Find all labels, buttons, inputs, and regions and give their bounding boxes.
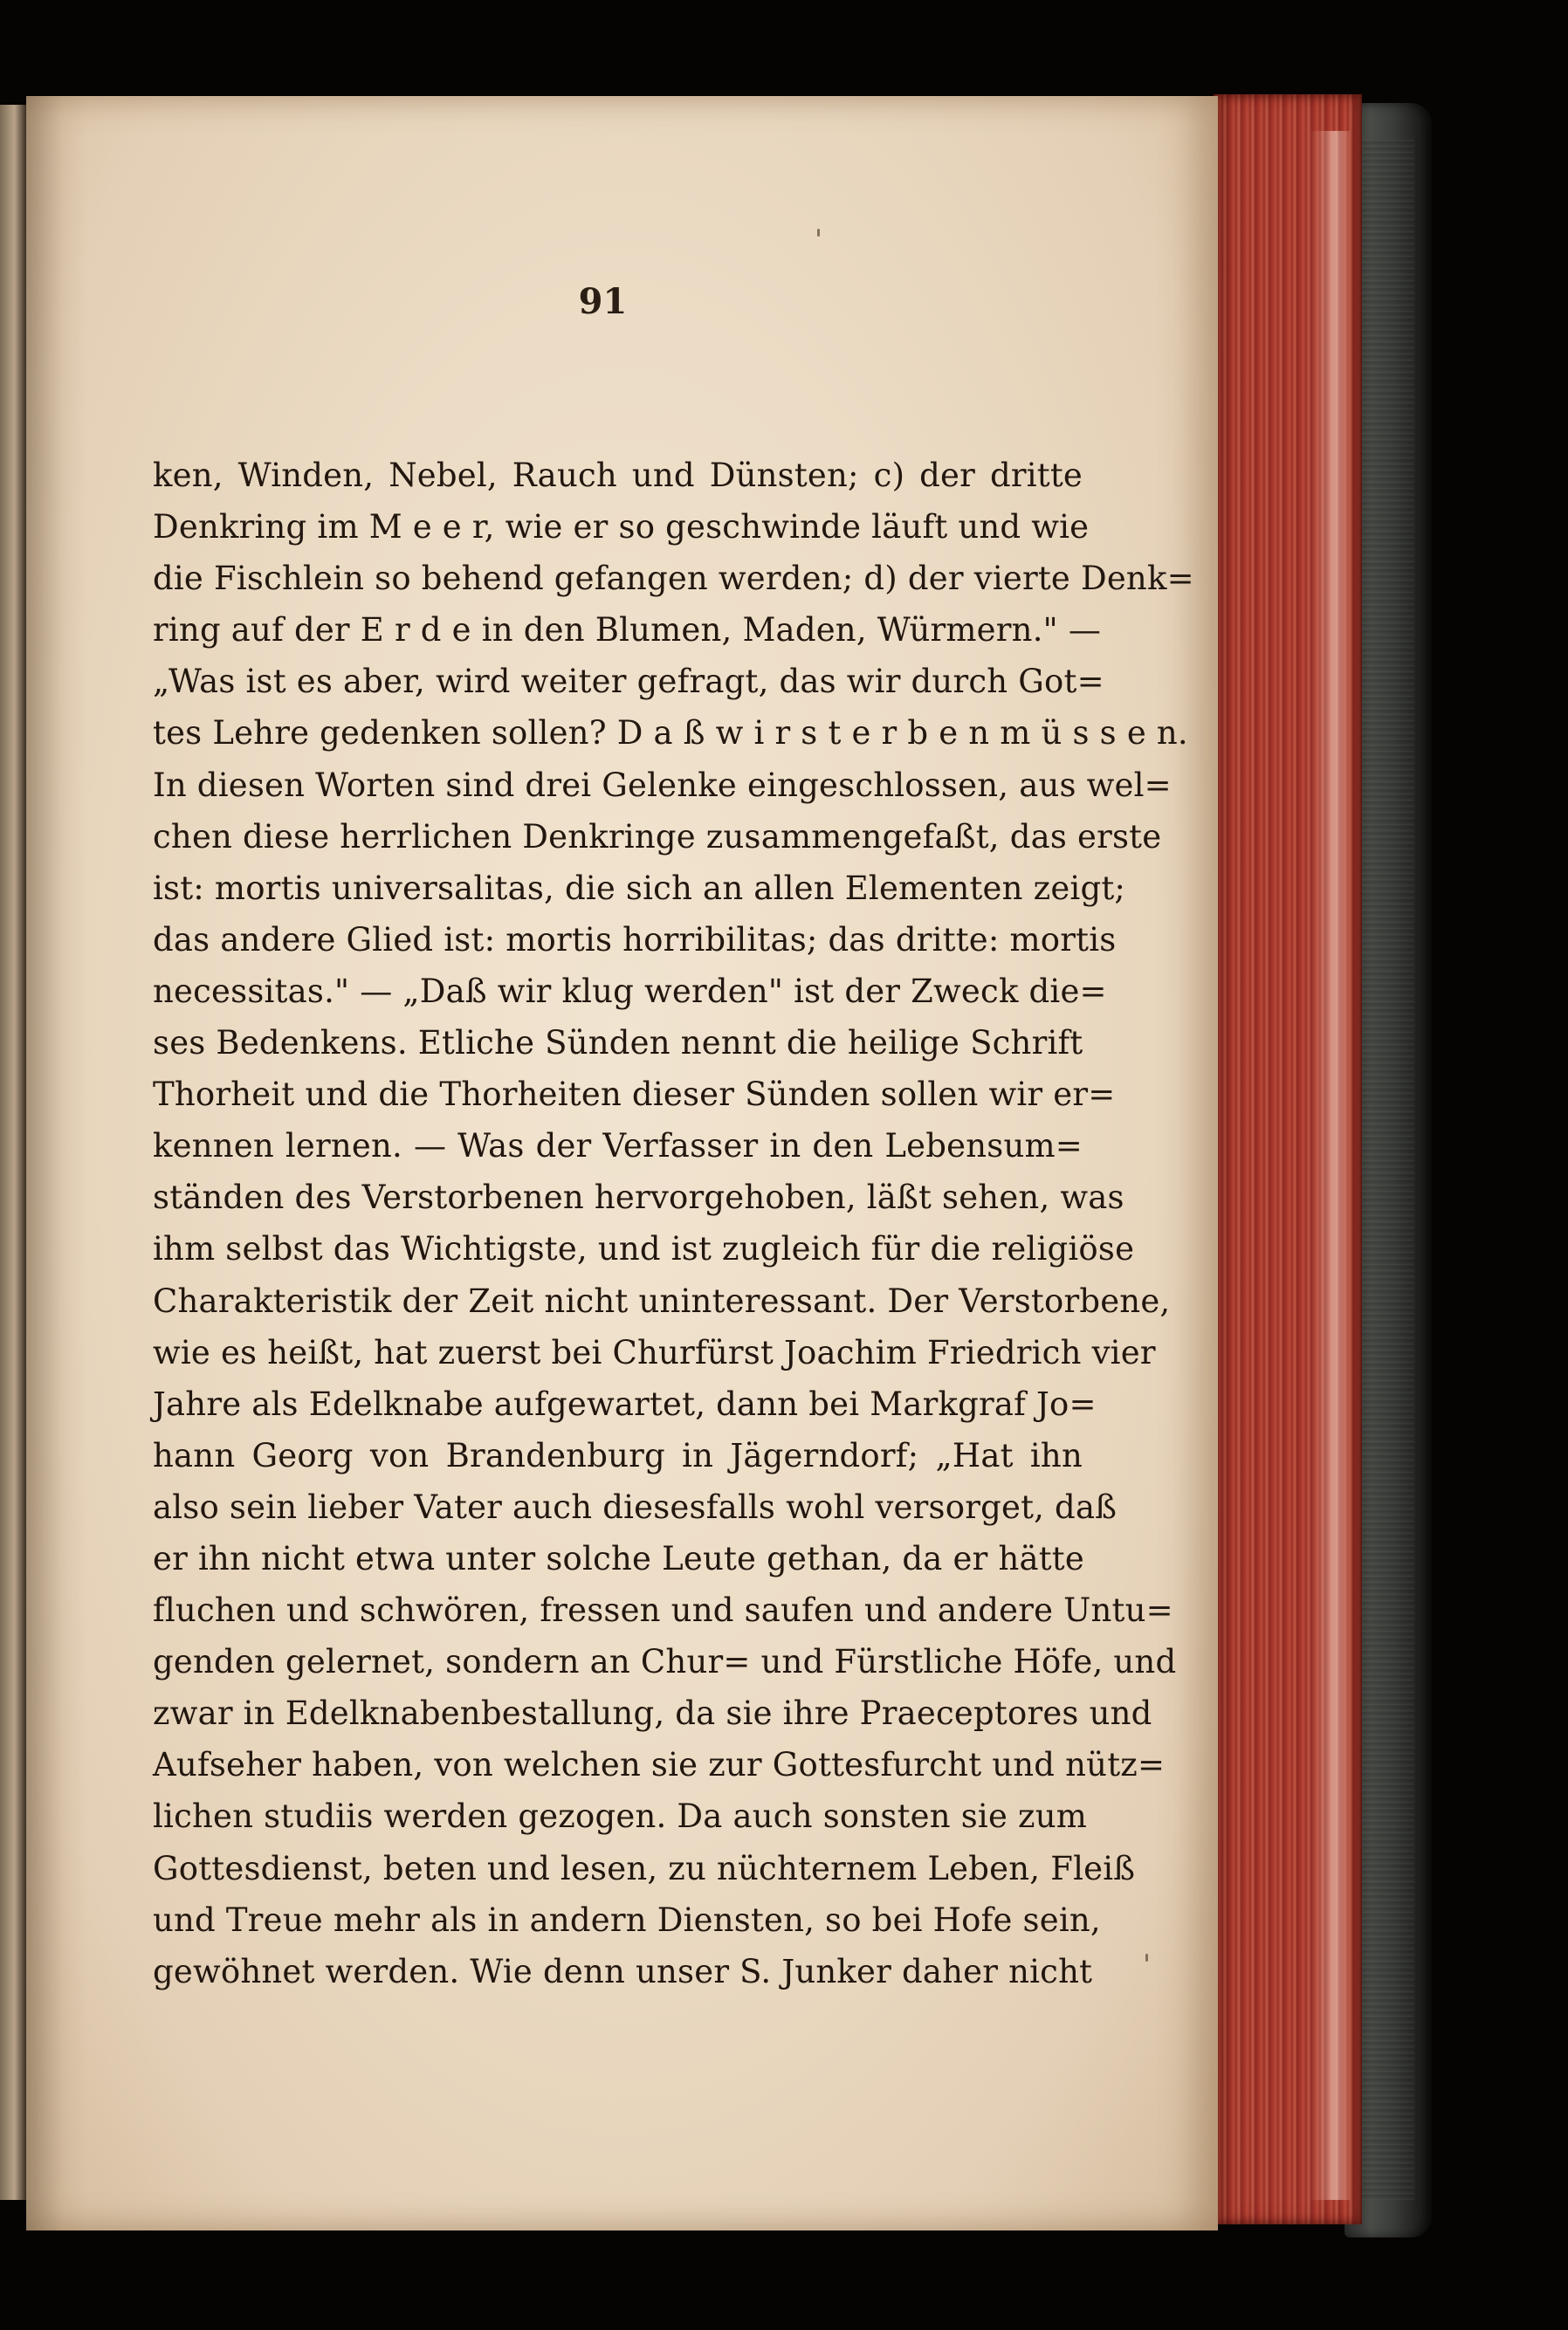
text-line: fluchen und schwören, fressen und saufen und andere Untu= [153, 1591, 1173, 1630]
gutter-shadow [26, 96, 87, 2230]
text-line: chen diese herrlichen Denkringe zusammengefaßt, das erste [153, 817, 1162, 856]
text-line: hann Georg von Brandenburg in Jägerndorf; „Hat ihn [153, 1436, 1083, 1474]
page-edge-highlight [1310, 131, 1350, 2200]
text-line: Thorheit und die Thorheiten dieser Sünden sollen wir er= [153, 1076, 1116, 1114]
text-line: genden gelernet, sondern an Chur= und Fürstliche Höfe, und [153, 1643, 1177, 1681]
text-line: er ihn nicht etwa unter solche Leute gethan, da er hätte [153, 1539, 1084, 1577]
text-line: gewöhnet werden. Wie denn unser S. Junker daher nicht [153, 1952, 1093, 1990]
text-line: Gottesdienst, beten und lesen, zu nüchternem Leben, Fleiß [153, 1849, 1136, 1887]
text-line: das andere Glied ist: mortis horribilitas; das dritte: mortis [153, 920, 1117, 959]
text-line: Jahre als Edelknabe aufgewartet, dann bei Markgraf Jo= [153, 1385, 1097, 1423]
text-line: necessitas." — „Daß wir klug werden" ist der Zweck die= [153, 972, 1107, 1010]
text-line: tes Lehre gedenken sollen? D a ß w i r s t e r b e n m ü s s e n. [153, 714, 1188, 753]
text-line: ihm selbst das Wichtigste, und ist zugleich für die religiöse [153, 1230, 1135, 1268]
paper-speck [817, 229, 820, 237]
text-line: In diesen Worten sind drei Gelenke eingeschlossen, aus wel= [153, 766, 1172, 804]
book-page [26, 96, 1218, 2230]
text-line: die Fischlein so behend gefangen werden; d) der vierte Denk= [153, 560, 1194, 598]
text-line: „Was ist es aber, wird weiter gefragt, das wir durch Got= [153, 663, 1104, 701]
paper-speck [1145, 1954, 1148, 1962]
body-text [153, 450, 1194, 1997]
text-line: ist: mortis universalitas, die sich an allen Elementen zeigt; [153, 869, 1126, 907]
text-line: kennen lernen. — Was der Verfasser in den Lebensum= [153, 1127, 1083, 1165]
text-line: Charakteristik der Zeit nicht uninteressant. Der Verstorbene, [153, 1282, 1171, 1320]
facing-page-edge [0, 105, 26, 2200]
text-line: zwar in Edelknabenbestallung, da sie ihre Praeceptores und [153, 1694, 1152, 1733]
binding-texture [1362, 140, 1414, 2200]
text-line: ses Bedenkens. Etliche Sünden nennt die heilige Schrift [153, 1024, 1083, 1062]
text-line: ständen des Verstorbenen hervorgehoben, läßt sehen, was [153, 1179, 1124, 1217]
text-line: ring auf der E r d e in den Blumen, Maden, Würmern." — [153, 611, 1102, 650]
text-line: Denkring im M e e r, wie er so geschwinde läuft und wie [153, 508, 1090, 546]
text-line: lichen studiis werden gezogen. Da auch sonsten sie zum [153, 1797, 1088, 1836]
text-line: wie es heißt, hat zuerst bei Churfürst Joachim Friedrich vier [153, 1333, 1156, 1371]
text-line: Aufseher haben, von welchen sie zur Gottesfurcht und nütz= [153, 1746, 1166, 1784]
page-number: 91 [578, 281, 628, 322]
text-line: und Treue mehr als in andern Diensten, so bei Hofe sein, [153, 1900, 1101, 1939]
text-line: also sein lieber Vater auch diesesfalls wohl versorget, daß [153, 1488, 1118, 1526]
text-line: ken, Winden, Nebel, Rauch und Dünsten; c) der dritte [153, 457, 1083, 494]
